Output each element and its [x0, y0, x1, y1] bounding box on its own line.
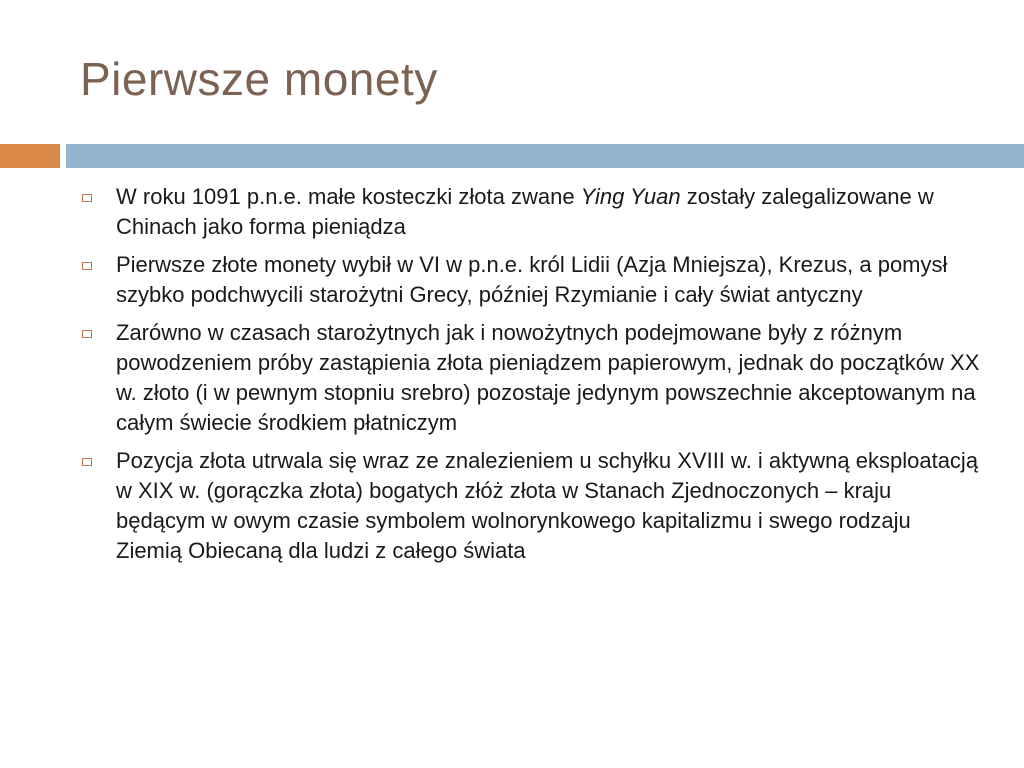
bullet-text	[116, 318, 982, 438]
accent-bar	[0, 144, 60, 168]
bullet-text-part: Pozycja złota utrwala się wraz ze znalezieniem u schyłku XVIII w. i aktywną eksploatacją w XIX w. (gorączka złota) bogatych złóż złota w Stanach Zjednoczonych – kraju będącym w owym czasie symbolem wolnorynkowego kapitalizmu i swego rodzaju Ziemią Obiecaną dla ludzi z całego świata	[116, 448, 979, 563]
square-bullet-icon	[82, 194, 92, 202]
header-rule-bar	[66, 144, 1024, 168]
bullet-item	[82, 250, 982, 310]
slide-title: Pierwsze monety	[80, 53, 438, 105]
square-bullet-icon	[82, 330, 92, 338]
bullet-text	[116, 182, 982, 242]
bullet-item	[82, 446, 982, 566]
bullet-text-emphasis: Ying Yuan	[580, 184, 681, 209]
bullet-text	[116, 446, 982, 566]
bullet-text-part: zostały zalegalizowane w Chinach jako forma pieniądza	[116, 184, 934, 239]
bullet-item	[82, 182, 982, 242]
bullet-item	[82, 318, 982, 438]
bullet-list	[82, 182, 982, 574]
bullet-text	[116, 250, 982, 310]
bullet-text-part: Zarówno w czasach starożytnych jak i nowożytnych podejmowane były z różnym powodzeniem próby zastąpienia złota pieniądzem papierowym, jednak do początków XX w. złoto (i w pewnym stopniu srebro) pozostaje jedynym powszechnie akceptowanym na całym świecie środkiem płatniczym	[116, 320, 980, 435]
square-bullet-icon	[82, 262, 92, 270]
bullet-text-part: W roku 1091 p.n.e. małe kosteczki złota zwane	[116, 184, 581, 209]
bullet-text-part: Pierwsze złote monety wybił w VI w p.n.e. król Lidii (Azja Mniejsza), Krezus, a pomysł szybko podchwycili starożytni Grecy, później Rzymianie i cały świat antyczny	[116, 252, 948, 307]
square-bullet-icon	[82, 458, 92, 466]
